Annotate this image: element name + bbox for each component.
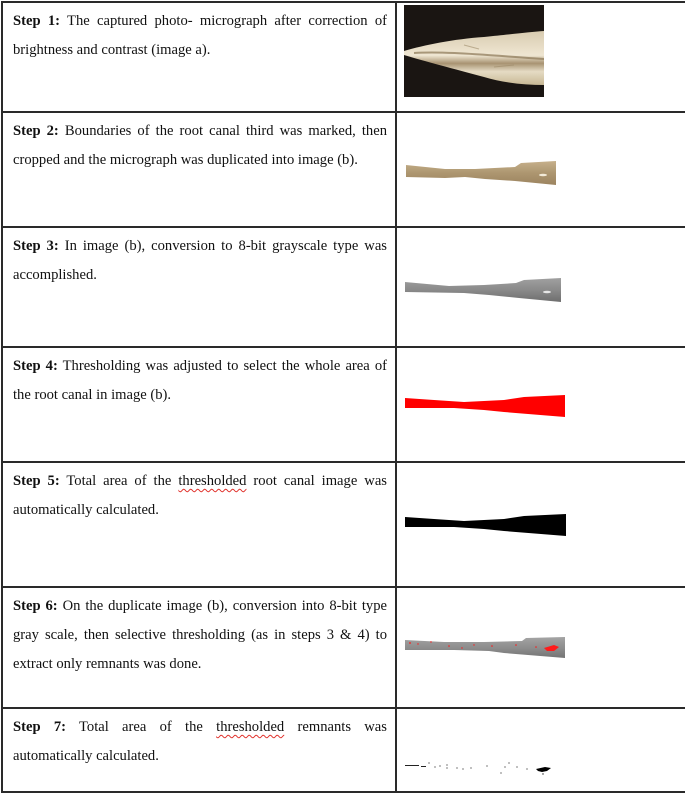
step-7-text-after: remnants was automatically calculated. — [13, 719, 387, 764]
step-7-label: Step 7: — [13, 719, 66, 735]
step-6-label: Step 6: — [13, 598, 58, 614]
table-row-step-2 — [2, 112, 685, 227]
table-row-step-7 — [2, 708, 685, 792]
table-row-step-3 — [2, 227, 685, 347]
step-2-image-cell — [396, 112, 685, 227]
step-1-label: Step 1: — [13, 13, 61, 29]
step-4-text: Thresholding was adjusted to select the whole area of the root canal in image (b). — [13, 358, 387, 403]
step-7-text-before: Total area of the — [66, 719, 217, 735]
spellcheck-flagged-word: thresholded — [178, 473, 247, 489]
step-3-image-cell — [396, 227, 685, 347]
step-5-text-before: Total area of the — [59, 473, 179, 489]
step-7-image-cell — [396, 708, 685, 792]
step-4-image-cell — [396, 347, 685, 462]
root-canal-grayscale-remnants-red — [404, 637, 566, 661]
step-1-description — [2, 2, 396, 112]
root-canal-cropped-color — [405, 161, 557, 187]
step-2-label: Step 2: — [13, 123, 59, 139]
root-canal-threshold-red — [404, 395, 566, 419]
step-1-text: The captured photo- micrograph after correction of brightness and contrast (image a). — [13, 13, 387, 58]
image-processing-steps-table — [1, 1, 685, 793]
step-6-image-cell — [396, 587, 685, 708]
step-3-text: In image (b), conversion to 8-bit grayscale type was accomplished. — [13, 238, 387, 283]
step-1-image-cell — [396, 2, 685, 112]
root-canal-threshold-mask-black — [404, 514, 568, 538]
step-3-label: Step 3: — [13, 238, 59, 254]
step-4-description — [2, 347, 396, 462]
root-canal-photomicrograph-original — [404, 5, 544, 97]
step-5-text-after: root canal image was automatically calculated. — [13, 473, 387, 518]
step-6-text: On the duplicate image (b), conversion into 8-bit type gray scale, then selective thresholding (as in steps 3 & 4) to extract only remnants was done. — [13, 598, 387, 672]
spellcheck-flagged-word: thresholded — [216, 719, 285, 735]
step-7-description — [2, 708, 396, 792]
step-2-description — [2, 112, 396, 227]
step-6-description — [2, 587, 396, 708]
step-2-text: Boundaries of the root canal third was marked, then cropped and the micrograph was duplicated into image (b). — [13, 123, 387, 168]
remnants-mask-black — [405, 759, 565, 779]
step-4-label: Step 4: — [13, 358, 58, 374]
table-row-step-6 — [2, 587, 685, 708]
table-row-step-4 — [2, 347, 685, 462]
step-5-label: Step 5: — [13, 473, 60, 489]
table-row-step-1 — [2, 2, 685, 112]
step-3-description — [2, 227, 396, 347]
step-5-image-cell — [396, 462, 685, 587]
step-5-description — [2, 462, 396, 587]
root-canal-grayscale — [404, 278, 562, 304]
table-row-step-5 — [2, 462, 685, 587]
